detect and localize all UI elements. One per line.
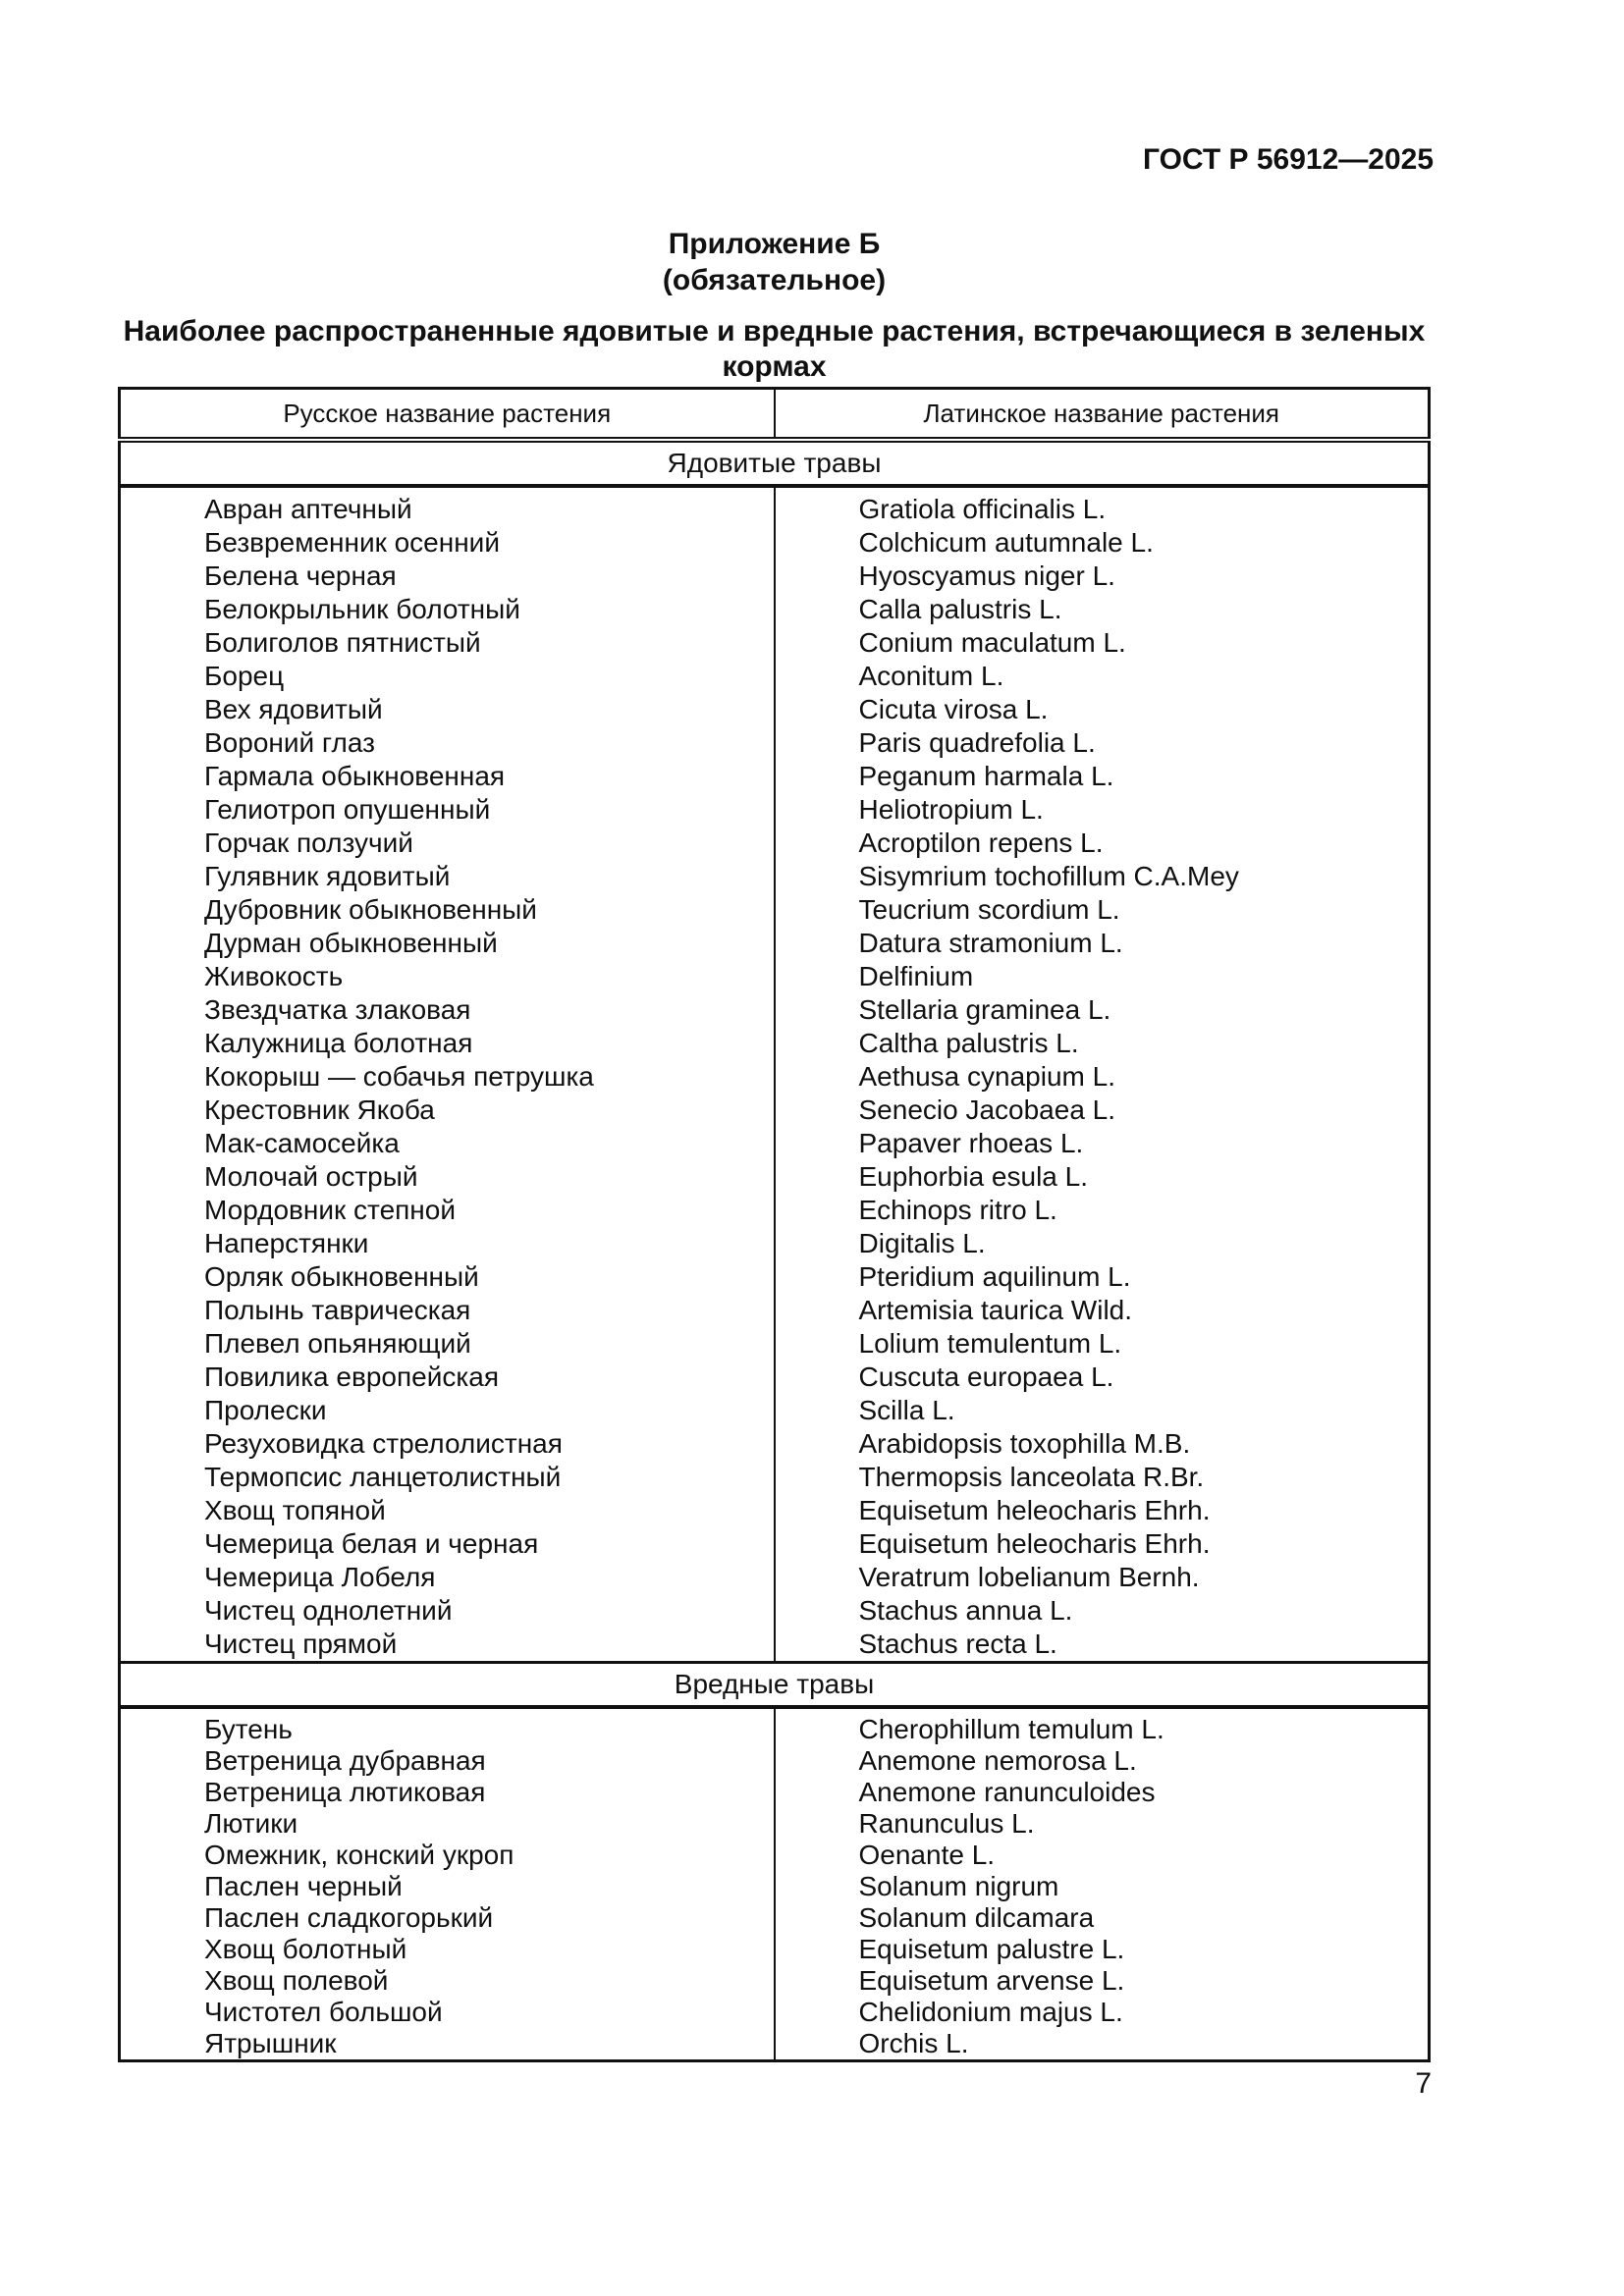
latin-name-cell: Ranunculus L.: [858, 1808, 1035, 1839]
russian-name-cell: Резуховидка стрелолистная: [120, 1427, 775, 1461]
plants-table: [118, 387, 1431, 2062]
latin-name-cell: Datura stramonium L.: [858, 928, 1123, 958]
section-header-row: [120, 1663, 1430, 1708]
table-section-header: [120, 440, 1430, 486]
latin-name-cell: Orchis L.: [858, 2028, 969, 2058]
latin-name-cell: Artemisia taurica Wild.: [858, 1295, 1133, 1325]
latin-name-cell: Scilla L.: [858, 1395, 955, 1425]
latin-name-cell: Heliotropium L.: [858, 794, 1044, 825]
russian-name-cell: Горчак ползучий: [120, 827, 775, 860]
table-row: [120, 1808, 1430, 1840]
latin-name-cell: Pteridium aquilinum L.: [858, 1261, 1131, 1292]
appendix-heading: [118, 226, 1431, 298]
russian-name-cell: Гелиотроп опушенный: [120, 793, 775, 827]
latin-name-cell: Papaver rhoeas L.: [858, 1128, 1084, 1158]
russian-name-cell: Вороний глаз: [120, 726, 775, 760]
latin-name-cell: Gratiola officinalis L.: [858, 494, 1107, 524]
table-row: [120, 860, 1430, 893]
latin-name-cell: Cuscuta europaea L.: [858, 1362, 1114, 1392]
russian-name-cell: Ятрышник: [120, 2028, 775, 2061]
russian-name-cell: Паслен черный: [120, 1871, 775, 1902]
table-row: [120, 1997, 1430, 2028]
latin-name-cell: Cicuta virosa L.: [858, 694, 1049, 724]
russian-name-cell: Чемерица Лобеля: [120, 1561, 775, 1594]
russian-name-cell: Дурман обыкновенный: [120, 927, 775, 960]
latin-name-cell: Sisymrium tochofillum C.A.Mey: [858, 861, 1239, 891]
russian-name-cell: Лютики: [120, 1808, 775, 1840]
russian-name-cell: Болиголов пятнистый: [120, 626, 775, 660]
russian-name-cell: Пролески: [120, 1394, 775, 1427]
russian-name-cell: Гармала обыкновенная: [120, 760, 775, 793]
table-row: [120, 1227, 1430, 1260]
table-row: [120, 1934, 1430, 1965]
table-row: [120, 726, 1430, 760]
table-row: [120, 993, 1430, 1027]
table-row: [120, 1461, 1430, 1494]
latin-name-cell: Equisetum heleocharis Ehrh.: [858, 1495, 1211, 1525]
russian-name-cell: Паслен сладкогорький: [120, 1902, 775, 1934]
table-row: [120, 793, 1430, 827]
table-row: [120, 486, 1430, 526]
russian-name-cell: Чистец прямой: [120, 1628, 775, 1663]
latin-name-cell: Digitalis L.: [858, 1228, 986, 1258]
latin-name-cell: Echinops ritro L.: [858, 1195, 1057, 1225]
table-row: [120, 1628, 1430, 1663]
latin-name-cell: Hyoscyamus niger L.: [858, 561, 1115, 591]
latin-name-cell: Aconitum L.: [858, 661, 1004, 691]
russian-name-cell: Омежник, конский укроп: [120, 1840, 775, 1871]
latin-name-cell: Delfinium: [858, 961, 974, 991]
russian-name-cell: Орляк обыкновенный: [120, 1260, 775, 1294]
table-row: [120, 1594, 1430, 1628]
latin-name-cell: Anemone nemorosa L.: [858, 1745, 1137, 1776]
latin-name-cell: Conium maculatum L.: [858, 627, 1126, 658]
russian-name-cell: Ветреница лютиковая: [120, 1777, 775, 1808]
russian-name-cell: Хвощ болотный: [120, 1934, 775, 1965]
table-row: [120, 893, 1430, 927]
latin-name-cell: Equisetum arvense L.: [858, 1965, 1125, 1996]
table-row: [120, 1561, 1430, 1594]
russian-name-cell: Белокрыльник болотный: [120, 593, 775, 626]
section-title: Вредные травы: [120, 1663, 1430, 1708]
table-header: [120, 389, 1430, 441]
appendix-subtitle: (обязательное): [662, 264, 887, 296]
table-row: [120, 1707, 1430, 1745]
table-row: [120, 2028, 1430, 2061]
table-row: [120, 1777, 1430, 1808]
latin-name-cell: Aethusa cynapium L.: [858, 1061, 1115, 1092]
table-row: [120, 1094, 1430, 1127]
table-row: [120, 593, 1430, 626]
russian-name-cell: Чистотел большой: [120, 1997, 775, 2028]
table-section-rows: [120, 486, 1430, 1663]
table-row: [120, 1294, 1430, 1327]
table-row: [120, 1327, 1430, 1361]
latin-name-cell: Anemone ranunculoides: [858, 1777, 1156, 1807]
table-row: [120, 1427, 1430, 1461]
latin-name-cell: Equisetum heleocharis Ehrh.: [858, 1528, 1211, 1559]
russian-name-cell: Дубровник обыкновенный: [120, 893, 775, 927]
russian-name-cell: Живокость: [120, 960, 775, 993]
table-row: [120, 1361, 1430, 1394]
latin-name-cell: Stachus annua L.: [858, 1595, 1073, 1626]
russian-name-cell: Чистец однолетний: [120, 1594, 775, 1628]
table-row: [120, 1840, 1430, 1871]
latin-name-cell: Equisetum palustre L.: [858, 1934, 1125, 1964]
latin-name-cell: Stachus recta L.: [858, 1629, 1057, 1659]
latin-name-cell: Lolium temulentum L.: [858, 1328, 1122, 1359]
header-row: [120, 389, 1430, 441]
russian-name-cell: Хвощ полевой: [120, 1965, 775, 1997]
table-row: [120, 560, 1430, 593]
russian-name-cell: Вех ядовитый: [120, 693, 775, 726]
russian-name-cell: Мордовник степной: [120, 1194, 775, 1227]
russian-name-cell: Молочай острый: [120, 1160, 775, 1194]
russian-name-cell: Чемерица белая и черная: [120, 1527, 775, 1561]
table-row: [120, 827, 1430, 860]
russian-name-cell: Ветреница дубравная: [120, 1745, 775, 1777]
table-row: [120, 1494, 1430, 1527]
russian-name-cell: Мак-самосейка: [120, 1127, 775, 1160]
russian-name-cell: Полынь таврическая: [120, 1294, 775, 1327]
latin-name-cell: Veratrum lobelianum Bernh.: [858, 1562, 1200, 1592]
russian-name-cell: Крестовник Якоба: [120, 1094, 775, 1127]
russian-name-cell: Повилика европейская: [120, 1361, 775, 1394]
table-row: [120, 1127, 1430, 1160]
table-row: [120, 1527, 1430, 1561]
section-title: Ядовитые травы: [120, 440, 1430, 486]
table-row: [120, 927, 1430, 960]
latin-name-cell: Caltha palustris L.: [858, 1028, 1079, 1058]
russian-name-cell: Калужница болотная: [120, 1027, 775, 1060]
section-header-row: [120, 440, 1430, 486]
russian-name-cell: Наперстянки: [120, 1227, 775, 1260]
latin-name-cell: Calla palustris L.: [858, 594, 1062, 624]
table-row: [120, 1060, 1430, 1094]
table-row: [120, 526, 1430, 560]
russian-name-cell: Белена черная: [120, 560, 775, 593]
table-section-rows: [120, 1707, 1430, 2061]
latin-name-cell: Thermopsis lanceolata R.Br.: [858, 1462, 1205, 1492]
russian-name-cell: Хвощ топяной: [120, 1494, 775, 1527]
table-title: Наиболее распространенные ядовитые и вредные растения, встречающиеся в зеленых кормах: [123, 315, 1426, 383]
table-row: [120, 693, 1430, 726]
russian-name-cell: Звездчатка злаковая: [120, 993, 775, 1027]
table-row: [120, 660, 1430, 693]
russian-name-cell: Безвременник осенний: [120, 526, 775, 560]
russian-name-cell: Плевел опьяняющий: [120, 1327, 775, 1361]
table-row: [120, 960, 1430, 993]
latin-name-cell: Chelidonium majus L.: [858, 1997, 1123, 2027]
latin-name-cell: Colchicum autumnale L.: [858, 527, 1154, 558]
russian-name-cell: Борец: [120, 660, 775, 693]
column-header-latin: Латинское название растения: [775, 389, 1430, 441]
page-number: 7: [1415, 2067, 1432, 2100]
table-row: [120, 760, 1430, 793]
table-row: [120, 1260, 1430, 1294]
latin-name-cell: Solanum dilcamara: [858, 1902, 1095, 1933]
latin-name-cell: Acroptilon repens L.: [858, 828, 1104, 858]
russian-name-cell: Авран аптечный: [120, 486, 775, 526]
table-section-header: [120, 1663, 1430, 1708]
latin-name-cell: Cherophillum temulum L.: [858, 1714, 1164, 1744]
table-row: [120, 1194, 1430, 1227]
latin-name-cell: Euphorbia esula L.: [858, 1161, 1089, 1192]
russian-name-cell: Бутень: [120, 1707, 775, 1745]
russian-name-cell: Термопсис ланцетолистный: [120, 1461, 775, 1494]
table-row: [120, 1902, 1430, 1934]
latin-name-cell: Teucrium scordium L.: [858, 894, 1120, 925]
latin-name-cell: Arabidopsis toxophilla M.B.: [858, 1428, 1191, 1459]
table-row: [120, 1160, 1430, 1194]
russian-name-cell: Гулявник ядовитый: [120, 860, 775, 893]
table-row: [120, 1871, 1430, 1902]
table-row: [120, 1027, 1430, 1060]
appendix-title: Приложение Б: [668, 228, 881, 260]
table-row: [120, 1965, 1430, 1997]
table-row: [120, 1745, 1430, 1777]
latin-name-cell: Peganum harmala L.: [858, 761, 1114, 791]
latin-name-cell: Oenante L.: [858, 1840, 996, 1870]
latin-name-cell: Solanum nigrum: [858, 1871, 1059, 1901]
latin-name-cell: Senecio Jacobaea L.: [858, 1095, 1116, 1125]
table-row: [120, 1394, 1430, 1427]
column-header-russian: Русское название растения: [120, 389, 775, 441]
doc-code: ГОСТ Р 56912—2025: [1142, 143, 1434, 176]
latin-name-cell: Stellaria graminea L.: [858, 994, 1111, 1025]
russian-name-cell: Кокорыш — собачья петрушка: [120, 1060, 775, 1094]
table-row: [120, 626, 1430, 660]
latin-name-cell: Paris quadrefolia L.: [858, 727, 1096, 758]
